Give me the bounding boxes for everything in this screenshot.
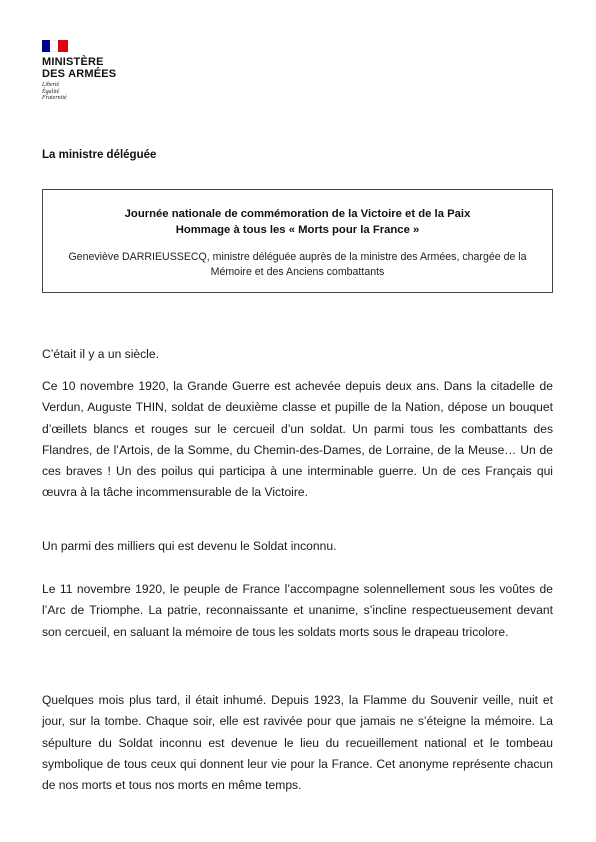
page-subtitle: La ministre déléguée	[42, 149, 157, 161]
paragraph-1: C’était il y a un siècle.	[42, 347, 159, 361]
motto-egalite: Égalité	[42, 88, 60, 95]
logo-line-1: MINISTÈRE	[42, 56, 104, 68]
ministry-logo	[42, 40, 162, 102]
box-title-line-2: Hommage à tous les « Morts pour la France »	[175, 224, 420, 236]
motto-fraternite: Fraternité	[42, 95, 67, 102]
title-box	[42, 189, 553, 293]
french-flag-icon	[42, 40, 68, 52]
paragraph-2: Ce 10 novembre 1920, la Grande Guerre est achevée depuis deux ans. Dans la citadelle de Verdun, Auguste THIN, soldat de deuxième classe et pupille de la Nation, dépose un bouquet d’œillets blancs et rouges sur le cercueil d’un soldat. Un parmi tous les combattants des Flandres, de l’Artois, de la Somme, du Chemin-des-Dames, de Lorraine, de la Meuse… Un de ces braves ! Un des poilus qui participa à une interminable guerre. Un de ces Français qui œuvra à la tâche incommensurable de la Victoire.	[42, 379, 553, 500]
paragraph-4: Le 11 novembre 1920, le peuple de France l’accompagne solennellement sous les voûtes de l’Arc de Triomphe. La patrie, reconnaissante et unanime, s’incline respectueusement devant son cercueil, en saluant la mémoire de tous les soldats morts sous le drapeau tricolore.	[42, 582, 553, 639]
paragraph-3: Un parmi des milliers qui est devenu le Soldat inconnu.	[42, 539, 337, 553]
motto	[42, 82, 162, 102]
box-credit: Geneviève DARRIEUSSECQ, ministre déléguée auprès de la ministre des Armées, chargée de la Mémoire et des Anciens combattants	[68, 251, 527, 278]
logo-line-2: DES ARMÉES	[42, 68, 117, 80]
paragraph-5: Quelques mois plus tard, il était inhumé. Depuis 1923, la Flamme du Souvenir veille, nuit et jour, sur la tombe. Chaque soir, elle est ravivée pour que jamais ne s’éteigne la mémoire. La sépulture du Soldat inconnu est devenue le lieu du recueillement national et le tombeau symbolique de tous ceux qui donnent leur vie pour la France. Cet anonyme représente chacun de nos morts et tous nos morts en même temps.	[42, 693, 553, 793]
motto-liberte: Liberté	[42, 82, 60, 88]
box-title-line-1: Journée nationale de commémoration de la Victoire et de la Paix	[124, 208, 471, 220]
